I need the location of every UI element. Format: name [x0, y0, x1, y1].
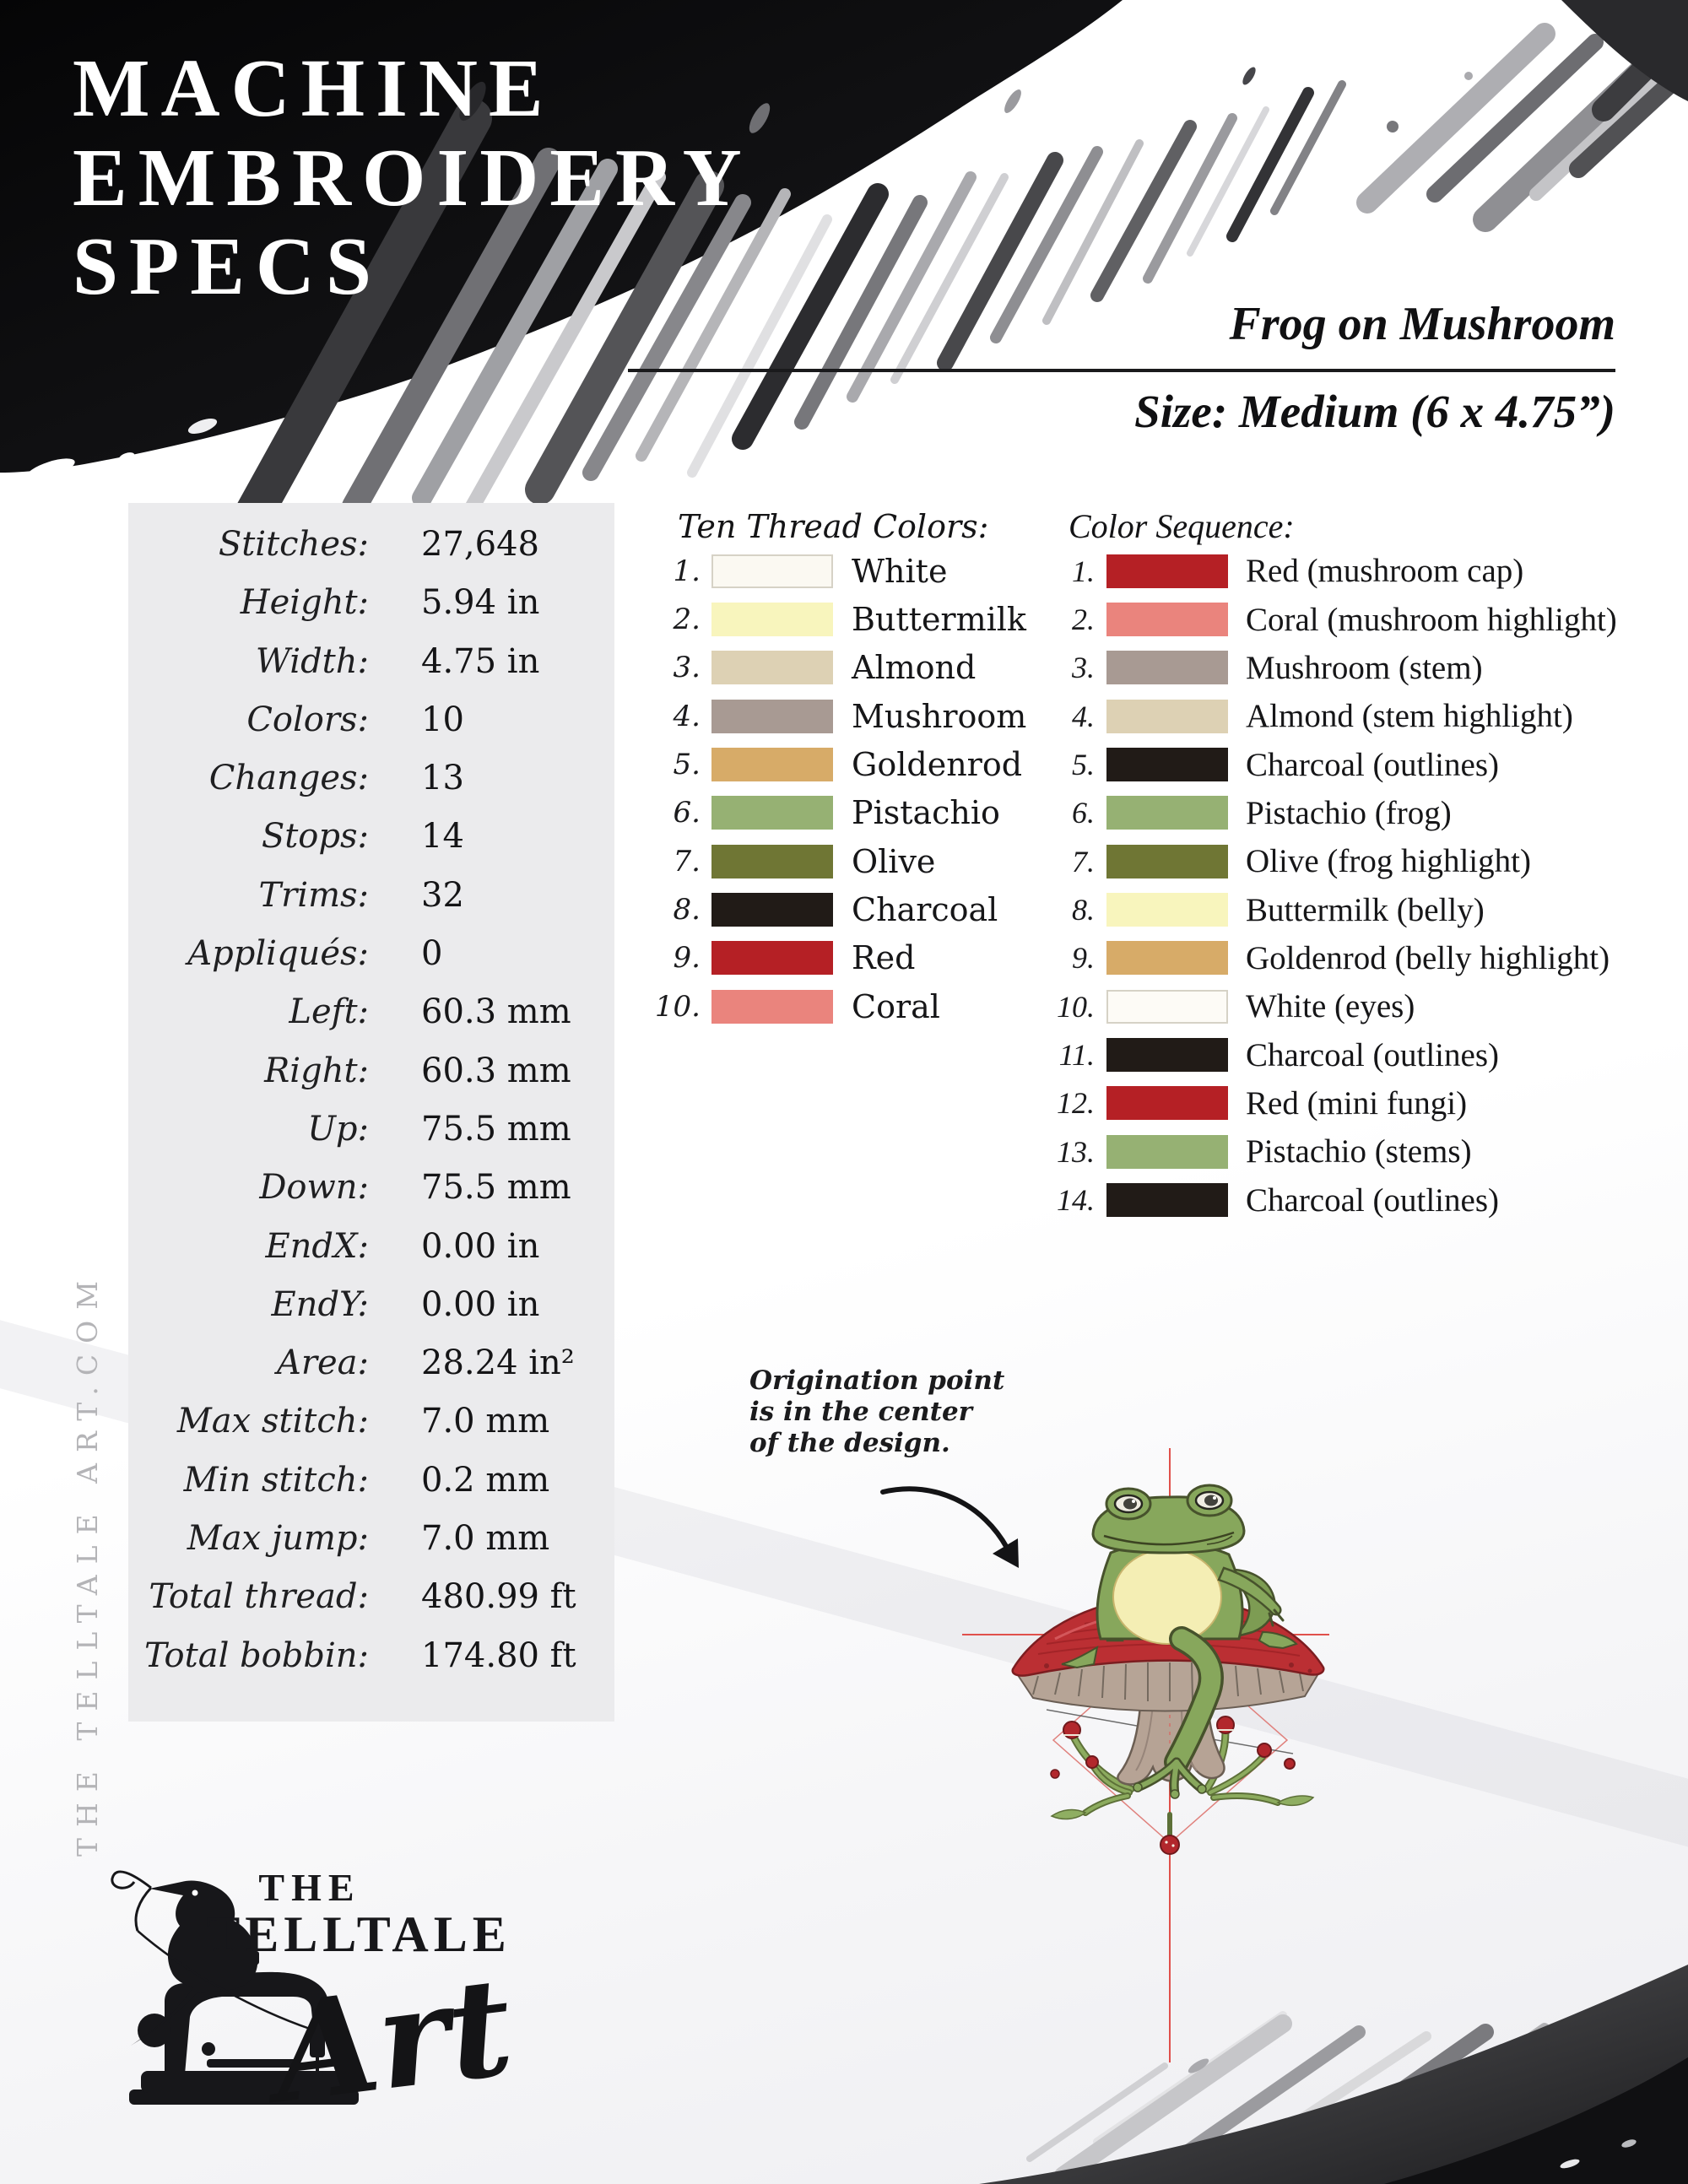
stat-value: 5.94 in [421, 583, 540, 623]
color-name: Charcoal (outlines) [1246, 1036, 1499, 1073]
color-number: 7. [1072, 844, 1095, 878]
color-row [1031, 1030, 1617, 1078]
color-name: Almond (stem highlight) [1246, 698, 1573, 735]
stat-value: 10 [421, 700, 464, 739]
stat-label: Max jump: [187, 1519, 369, 1559]
stat-label: Appliqués: [187, 934, 369, 974]
color-row [1031, 740, 1617, 788]
stat-value: 0 [421, 934, 443, 974]
stat-value: 174.80 ft [421, 1635, 576, 1675]
color-name: Olive [852, 842, 936, 880]
color-swatch [1106, 700, 1228, 733]
color-row [1031, 1176, 1617, 1224]
stat-value: 7.0 mm [421, 1402, 550, 1441]
stat-label: Height: [240, 583, 369, 623]
color-swatch [1106, 1183, 1228, 1217]
color-row [643, 547, 1026, 595]
color-row [1031, 1079, 1617, 1127]
website-watermark: THE TELLTALE ART.COM [71, 1270, 104, 1857]
color-number: 12. [1057, 1086, 1095, 1121]
color-row [643, 595, 1026, 643]
stat-row [128, 642, 614, 700]
color-swatch [1106, 796, 1228, 830]
design-size: Size: Medium (6 x 4.75”) [1134, 386, 1615, 437]
color-name: Buttermilk [852, 601, 1026, 639]
stat-row [128, 934, 614, 992]
stat-value: 27,648 [421, 525, 539, 564]
thread-colors-list [643, 547, 1026, 1030]
color-swatch [711, 796, 833, 830]
color-number: 9. [673, 941, 701, 976]
frog-on-mushroom-preview [928, 1426, 1435, 2076]
color-swatch [1106, 845, 1228, 878]
color-name: Charcoal (outlines) [1246, 746, 1499, 783]
color-name: Red [852, 939, 916, 977]
color-swatch [1106, 651, 1228, 684]
color-row [1031, 1127, 1617, 1176]
stat-row [128, 992, 614, 1051]
stat-label: Min stitch: [183, 1460, 369, 1500]
design-title: Frog on Mushroom [1229, 298, 1615, 350]
stat-row [128, 1051, 614, 1110]
stat-value: 7.0 mm [421, 1519, 550, 1559]
color-row [1031, 837, 1617, 885]
color-number: 1. [1072, 554, 1095, 588]
color-swatch [1106, 1038, 1228, 1072]
color-name: Buttermilk (belly) [1246, 891, 1485, 928]
stat-row [128, 700, 614, 759]
stat-row [128, 876, 614, 934]
stat-value: 0.2 mm [421, 1460, 550, 1500]
origination-note-line: Origination point [749, 1365, 1005, 1396]
color-swatch [711, 845, 833, 878]
color-number: 13. [1057, 1134, 1095, 1169]
color-swatch [711, 603, 833, 636]
stat-value: 0.00 in [421, 1284, 540, 1324]
stat-value: 480.99 ft [421, 1577, 576, 1617]
color-row [1031, 885, 1617, 933]
origination-note-line: is in the center [749, 1397, 973, 1427]
color-row [643, 644, 1026, 692]
color-name: Almond [852, 649, 977, 687]
color-name: Pistachio [852, 794, 1000, 832]
color-number: 10. [654, 989, 701, 1024]
color-swatch [1106, 1086, 1228, 1120]
logo-word-telltale: TELLTALE [206, 1906, 511, 1962]
color-swatch [1106, 893, 1228, 927]
color-name: Coral (mushroom highlight) [1246, 601, 1617, 638]
color-swatch [1106, 1135, 1228, 1169]
color-name: Charcoal (outlines) [1246, 1181, 1499, 1219]
page-title-line: SPECS [73, 221, 382, 312]
color-row [1031, 934, 1617, 982]
stat-label: Width: [255, 641, 369, 681]
thread-colors-heading: Ten Thread Colors: [678, 508, 989, 545]
color-number: 6. [673, 796, 701, 830]
stat-row [128, 1461, 614, 1519]
color-name: White [852, 552, 948, 590]
color-swatch [1106, 603, 1228, 636]
color-number: 1. [673, 554, 701, 588]
color-name: Olive (frog highlight) [1246, 843, 1531, 880]
stat-row [128, 759, 614, 817]
color-number: 6. [1072, 796, 1095, 830]
color-row [1031, 644, 1617, 692]
stat-row [128, 1402, 614, 1460]
color-name: Coral [852, 987, 940, 1025]
color-number: 10. [1057, 989, 1095, 1024]
color-number: 2. [673, 603, 701, 637]
stat-row [128, 1227, 614, 1285]
stat-label: Max stitch: [176, 1402, 369, 1441]
color-name: Pistachio (stems) [1246, 1133, 1472, 1170]
color-number: 5. [1072, 748, 1095, 782]
stat-value: 60.3 mm [421, 992, 571, 1032]
page-title-line: EMBROIDERY [73, 132, 753, 223]
stat-row [128, 525, 614, 583]
color-name: Red (mini fungi) [1246, 1084, 1468, 1122]
color-row [1031, 982, 1617, 1030]
color-name: White (eyes) [1246, 988, 1415, 1025]
page-title [73, 44, 753, 311]
stat-row [128, 583, 614, 641]
stat-label: Up: [307, 1109, 369, 1149]
stat-label: Stops: [261, 817, 369, 857]
stat-label: Total thread: [149, 1577, 369, 1617]
stat-label: EndX: [265, 1226, 369, 1266]
color-number: 5. [673, 748, 701, 782]
stat-value: 32 [421, 875, 464, 915]
stat-label: Changes: [208, 759, 369, 798]
color-swatch [1106, 990, 1228, 1024]
stat-value: 75.5 mm [421, 1109, 571, 1149]
color-swatch [1106, 941, 1228, 975]
stat-label: Right: [264, 1051, 369, 1090]
color-sequence-list [1031, 547, 1617, 1224]
color-name: Goldenrod [852, 746, 1023, 784]
color-swatch [711, 941, 833, 975]
stat-row [128, 1636, 614, 1695]
stat-value: 28.24 in² [421, 1343, 575, 1383]
color-row [643, 789, 1026, 837]
stat-row [128, 1285, 614, 1343]
color-number: 4. [673, 699, 701, 733]
color-swatch [711, 651, 833, 684]
stat-label: Colors: [246, 700, 369, 739]
stat-row [128, 1519, 614, 1577]
color-number: 8. [673, 893, 701, 927]
color-swatch [711, 990, 833, 1024]
color-swatch [711, 893, 833, 927]
stat-label: Stitches: [218, 525, 369, 564]
stat-label: EndY: [271, 1284, 369, 1324]
color-number: 2. [1072, 603, 1095, 637]
color-row [643, 692, 1026, 740]
stat-value: 4.75 in [421, 641, 540, 681]
stat-row [128, 1577, 614, 1635]
color-swatch [1106, 554, 1228, 588]
color-row [643, 982, 1026, 1030]
color-name: Mushroom (stem) [1246, 649, 1483, 686]
stat-value: 60.3 mm [421, 1051, 571, 1090]
color-name: Charcoal [852, 891, 998, 929]
color-number: 8. [1072, 893, 1095, 927]
color-swatch [1106, 748, 1228, 781]
title-divider-rule [628, 369, 1615, 372]
stat-row [128, 1343, 614, 1402]
logo-word-art: Art [264, 1946, 521, 2133]
origination-note-line: of the design. [749, 1428, 950, 1458]
logo-word-the: THE [258, 1866, 361, 1909]
color-name: Pistachio (frog) [1246, 794, 1452, 831]
color-number: 4. [1072, 699, 1095, 733]
color-row [1031, 789, 1617, 837]
color-name: Mushroom [852, 697, 1027, 735]
color-swatch [711, 554, 833, 588]
color-row [1031, 692, 1617, 740]
color-swatch [711, 748, 833, 781]
color-row [1031, 595, 1617, 643]
color-row [643, 740, 1026, 788]
color-row [643, 837, 1026, 885]
stat-label: Trims: [258, 875, 369, 915]
telltale-art-logo [80, 1850, 553, 2137]
color-name: Goldenrod (belly highlight) [1246, 939, 1610, 976]
color-name: Red (mushroom cap) [1246, 553, 1524, 590]
stat-row [128, 817, 614, 875]
stat-value: 14 [421, 817, 464, 857]
color-number: 14. [1057, 1183, 1095, 1218]
stats-panel [128, 503, 614, 1722]
color-number: 11. [1058, 1038, 1095, 1073]
page-title-line: MACHINE [73, 43, 555, 133]
color-sequence-heading: Color Sequence: [1069, 507, 1295, 545]
stat-label: Left: [289, 992, 369, 1032]
stat-row [128, 1110, 614, 1168]
stat-value: 13 [421, 759, 464, 798]
color-number: 3. [673, 651, 701, 685]
color-number: 3. [1072, 651, 1095, 685]
color-row [643, 885, 1026, 933]
color-row [643, 934, 1026, 982]
stat-value: 75.5 mm [421, 1168, 571, 1208]
color-swatch [711, 700, 833, 733]
stat-row [128, 1168, 614, 1226]
color-number: 7. [673, 844, 701, 878]
color-number: 9. [1072, 941, 1095, 976]
stat-label: Down: [259, 1168, 369, 1208]
stat-label: Area: [276, 1343, 369, 1383]
color-row [1031, 547, 1617, 595]
stat-value: 0.00 in [421, 1226, 540, 1266]
stat-label: Total bobbin: [143, 1635, 369, 1675]
